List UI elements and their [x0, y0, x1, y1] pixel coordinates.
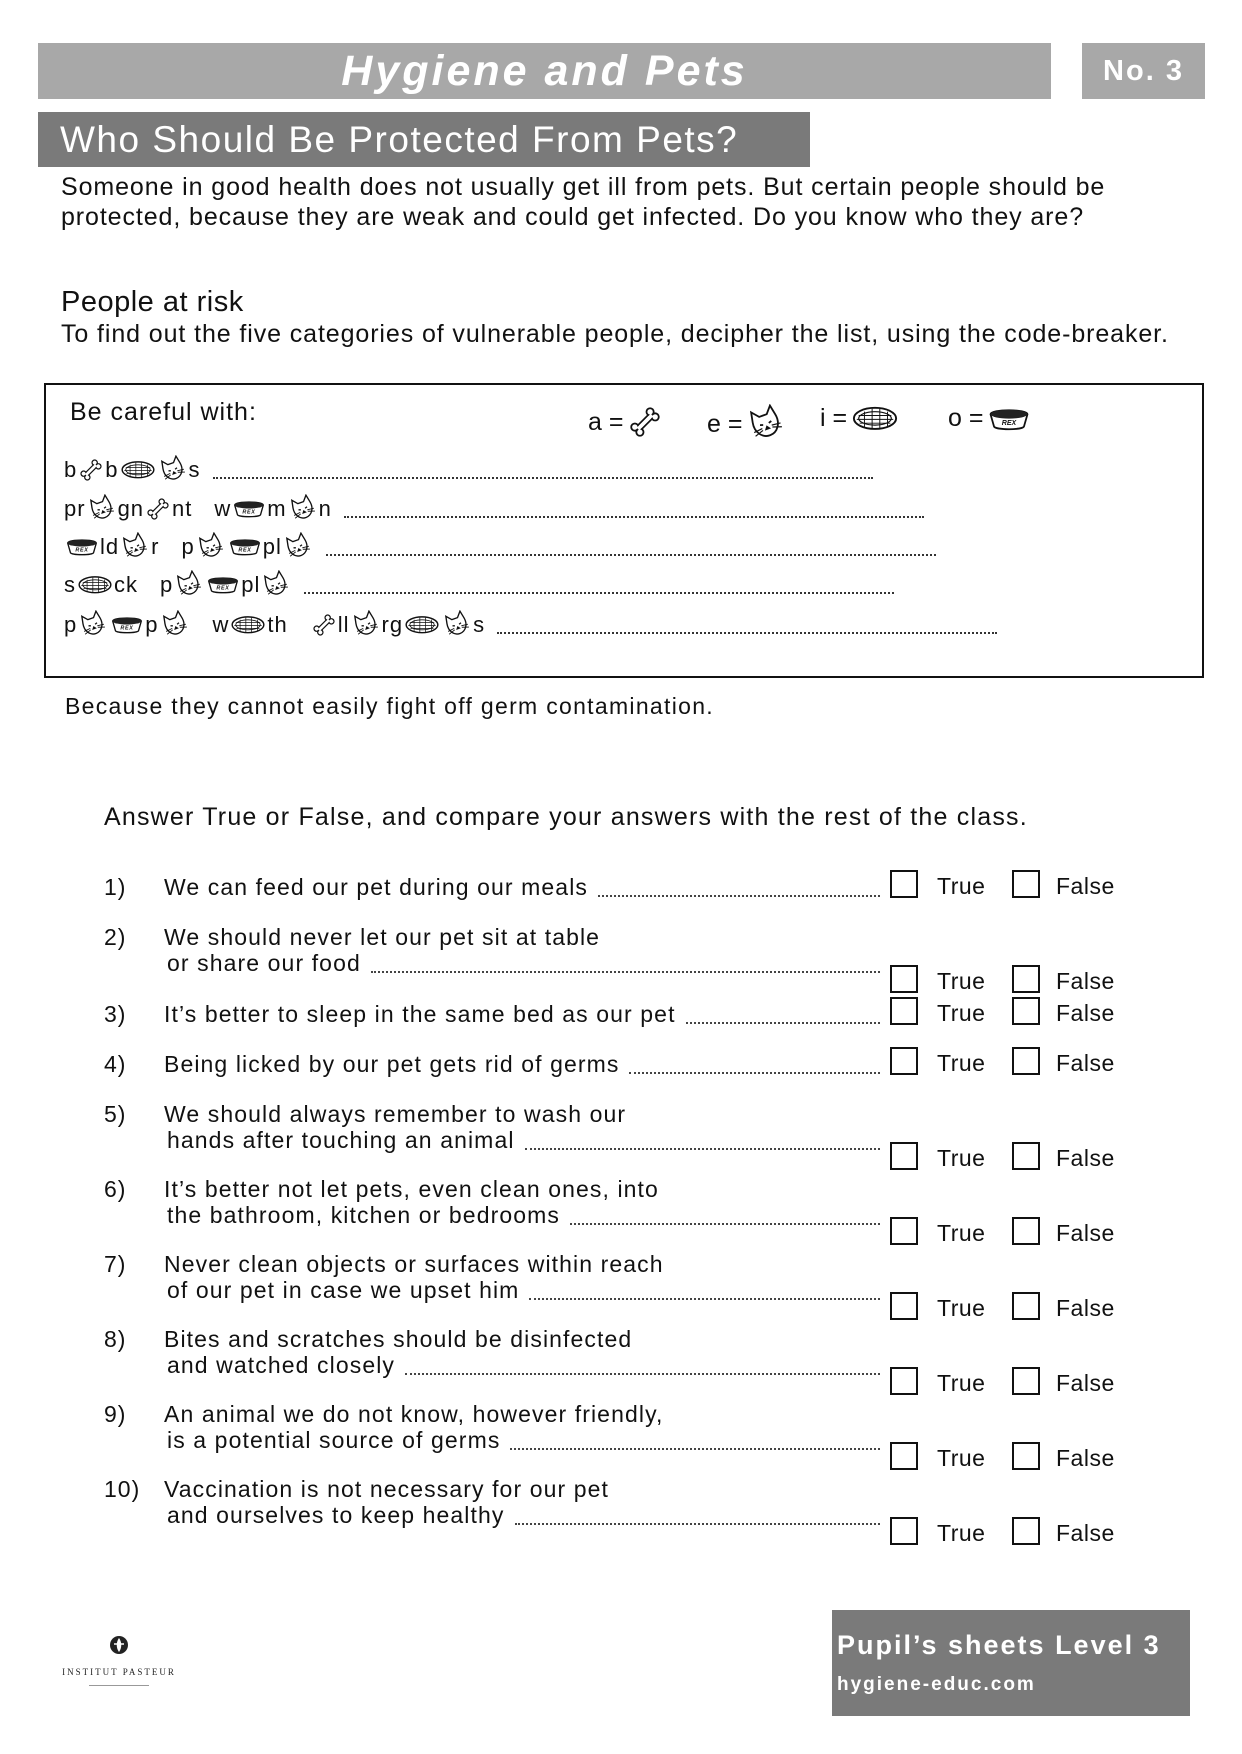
- answer-dotted-line: [326, 553, 936, 556]
- question-text: We can feed our pet during our meals: [164, 874, 589, 900]
- cat-face-icon: [78, 610, 108, 640]
- key-a-letter: a =: [588, 407, 624, 436]
- false-checkbox[interactable]: [1012, 1217, 1040, 1245]
- question-number: 1): [104, 874, 127, 900]
- intro-paragraph: Someone in good health does not usually get ill from pets. But certain people should be protected, because they are weak and could get infected. Do you know who they are?: [61, 173, 1106, 231]
- question-text-continued: of our pet in case we upset him: [167, 1277, 520, 1303]
- false-label: False: [1056, 1050, 1115, 1076]
- sheet-number-badge: [1082, 43, 1205, 99]
- basket-icon: [77, 574, 113, 596]
- true-checkbox[interactable]: [890, 870, 918, 898]
- question-dotted-line: [570, 1222, 880, 1225]
- dog-bowl-icon: [65, 536, 99, 557]
- false-checkbox[interactable]: [1012, 997, 1040, 1025]
- question-text: We should never let our pet sit at table: [164, 924, 601, 950]
- logo-divider: [89, 1685, 149, 1686]
- cat-face-icon: [160, 610, 190, 640]
- sheet-number: No. 3: [1103, 54, 1184, 87]
- page-title: Hygiene and Pets: [341, 46, 748, 95]
- true-label: True: [937, 1145, 986, 1171]
- coded-row: [64, 532, 936, 562]
- bone-icon: [311, 612, 337, 638]
- code-instructions: To find out the five categories of vulnerable people, decipher the list, using the code-breaker.: [61, 320, 1169, 348]
- key-i: [820, 404, 899, 433]
- cat-face-icon: [174, 570, 204, 600]
- true-checkbox[interactable]: [890, 1517, 918, 1545]
- cat-face-icon: [87, 494, 117, 524]
- true-checkbox[interactable]: [890, 1142, 918, 1170]
- true-label: True: [937, 1520, 986, 1546]
- false-label: False: [1056, 1295, 1115, 1321]
- cat-face-icon: [261, 570, 291, 600]
- coded-letters: nt: [172, 496, 193, 521]
- basket-icon: [404, 614, 440, 636]
- question-number: 6): [104, 1176, 127, 1202]
- false-label: False: [1056, 1220, 1115, 1246]
- footer-level-box: [832, 1610, 1190, 1716]
- question-text: It’s better not let pets, even clean ones, into: [164, 1176, 659, 1202]
- cat-face-icon: [158, 455, 188, 485]
- coded-letters: s: [64, 572, 76, 597]
- coded-letters: s: [473, 612, 486, 637]
- coded-letters: ck: [114, 572, 138, 597]
- dog-bowl-icon: [110, 614, 144, 635]
- dog-bowl-icon: [987, 405, 1031, 432]
- true-label: True: [937, 1000, 986, 1026]
- section-title-banner: [38, 112, 810, 167]
- coded-letters: w: [214, 496, 232, 521]
- bone-icon: [627, 404, 663, 440]
- dog-bowl-icon: [228, 536, 262, 557]
- false-checkbox[interactable]: [1012, 1047, 1040, 1075]
- svg-text:REX: REX: [120, 625, 134, 632]
- question-dotted-line: [529, 1297, 880, 1300]
- quiz-question: [0, 1095, 1242, 1171]
- coded-letters: p: [64, 612, 78, 637]
- question-dotted-line: [686, 1021, 880, 1024]
- cat-face-icon: [120, 532, 150, 562]
- coded-row: [64, 494, 924, 524]
- question-number: 9): [104, 1401, 127, 1427]
- key-i-letter: i =: [820, 404, 848, 432]
- false-label: False: [1056, 1370, 1115, 1396]
- true-checkbox[interactable]: [890, 1367, 918, 1395]
- coded-letters: w: [212, 612, 230, 637]
- website-label: hygiene-educ.com: [837, 1674, 1036, 1695]
- dog-bowl-icon: [232, 498, 266, 519]
- svg-text:REX: REX: [75, 547, 89, 554]
- section-title: Who Should Be Protected From Pets?: [60, 118, 739, 160]
- coded-letters: ld: [100, 534, 120, 559]
- false-label: False: [1056, 1520, 1115, 1546]
- false-checkbox[interactable]: [1012, 965, 1040, 993]
- question-number: 8): [104, 1326, 127, 1352]
- coded-letters: b: [64, 457, 78, 482]
- coded-letters: s: [188, 457, 201, 482]
- cat-face-icon: [196, 532, 226, 562]
- true-checkbox[interactable]: [890, 1292, 918, 1320]
- key-o: [948, 404, 1031, 433]
- question-text: We should always remember to wash our: [164, 1101, 627, 1127]
- coded-letters: pr: [64, 496, 86, 521]
- true-checkbox[interactable]: [890, 1047, 918, 1075]
- false-checkbox[interactable]: [1012, 1442, 1040, 1470]
- question-number: 4): [104, 1051, 127, 1077]
- question-text-continued: hands after touching an animal: [167, 1127, 515, 1153]
- cat-face-icon: [351, 610, 381, 640]
- sheet-level-label: Pupil’s sheets Level 3: [837, 1630, 1161, 1660]
- question-number: 10): [104, 1476, 141, 1502]
- question-text-continued: the bathroom, kitchen or bedrooms: [167, 1202, 560, 1228]
- false-label: False: [1056, 1445, 1115, 1471]
- cat-face-icon: [283, 532, 313, 562]
- coded-letters: b: [105, 457, 119, 482]
- be-careful-label: Be careful with:: [70, 398, 257, 426]
- question-text-continued: or share our food: [167, 950, 361, 976]
- coded-letters: rg: [381, 612, 404, 637]
- false-checkbox[interactable]: [1012, 1517, 1040, 1545]
- key-e-letter: e =: [707, 409, 743, 438]
- true-label: True: [937, 1050, 986, 1076]
- true-label: True: [937, 968, 986, 994]
- coded-letters: p: [145, 612, 159, 637]
- answer-dotted-line: [344, 515, 924, 518]
- people-at-risk-heading: People at risk: [61, 286, 244, 318]
- false-label: False: [1056, 873, 1115, 899]
- logo-text: INSTITUT PASTEUR: [62, 1667, 176, 1677]
- question-number: 3): [104, 1001, 127, 1027]
- because-note: Because they cannot easily fight off germ contamination.: [65, 693, 714, 719]
- question-number: 7): [104, 1251, 127, 1277]
- coded-letters: n: [318, 496, 332, 521]
- false-checkbox[interactable]: [1012, 1292, 1040, 1320]
- question-number: 5): [104, 1101, 127, 1127]
- false-label: False: [1056, 1145, 1115, 1171]
- quiz-question: [0, 1245, 1242, 1321]
- quiz-question: [0, 1170, 1242, 1246]
- question-dotted-line: [515, 1522, 880, 1525]
- svg-text:REX: REX: [1002, 419, 1017, 427]
- true-label: True: [937, 873, 986, 899]
- question-text: Bites and scratches should be disinfected: [164, 1326, 633, 1352]
- true-label: True: [937, 1220, 986, 1246]
- coded-letters: pl: [262, 534, 282, 559]
- svg-text:REX: REX: [216, 585, 230, 592]
- question-dotted-line: [598, 894, 880, 897]
- question-text: Being licked by our pet gets rid of germs: [164, 1051, 620, 1077]
- false-label: False: [1056, 968, 1115, 994]
- basket-icon: [230, 614, 266, 636]
- false-checkbox[interactable]: [1012, 870, 1040, 898]
- quiz-question: [0, 1320, 1242, 1396]
- coded-letters: ll: [337, 612, 350, 637]
- true-checkbox[interactable]: [890, 965, 918, 993]
- institut-pasteur-logo: [54, 1634, 184, 1686]
- coded-letters: r: [151, 534, 160, 559]
- true-checkbox[interactable]: [890, 1217, 918, 1245]
- question-dotted-line: [629, 1071, 880, 1074]
- quiz-question: [0, 918, 1242, 994]
- coded-letters: pl: [241, 572, 261, 597]
- answer-dotted-line: [304, 591, 894, 594]
- basket-icon: [120, 459, 156, 481]
- question-text: Vaccination is not necessary for our pet: [164, 1476, 610, 1502]
- svg-text:REX: REX: [238, 547, 252, 554]
- true-checkbox[interactable]: [890, 997, 918, 1025]
- answer-dotted-line: [213, 476, 873, 479]
- quiz-question: [0, 1395, 1242, 1471]
- question-text: An animal we do not know, however friendly,: [164, 1401, 664, 1427]
- svg-text:REX: REX: [242, 509, 256, 516]
- key-e: [707, 404, 786, 444]
- cat-face-icon: [442, 610, 472, 640]
- key-a: [588, 404, 663, 440]
- quiz-question: [0, 1470, 1242, 1546]
- basket-icon: [851, 404, 899, 433]
- false-checkbox[interactable]: [1012, 1142, 1040, 1170]
- coded-row: [64, 455, 873, 485]
- question-text-continued: is a potential source of germs: [167, 1427, 501, 1453]
- true-label: True: [937, 1295, 986, 1321]
- quiz-prompt: Answer True or False, and compare your answers with the rest of the class.: [104, 803, 1028, 831]
- pasteur-emblem-icon: [108, 1634, 130, 1656]
- question-text: It’s better to sleep in the same bed as our pet: [164, 1001, 676, 1027]
- coded-letters: gn: [117, 496, 145, 521]
- question-text: Never clean objects or surfaces within reach: [164, 1251, 664, 1277]
- answer-dotted-line: [497, 631, 997, 634]
- question-text-continued: and watched closely: [167, 1352, 396, 1378]
- key-o-letter: o =: [948, 404, 984, 432]
- cat-face-icon: [288, 494, 318, 524]
- bone-icon: [145, 496, 171, 522]
- coded-letters: m: [267, 496, 287, 521]
- title-banner: [38, 43, 1051, 99]
- coded-letters: p: [160, 572, 174, 597]
- coded-row: [64, 610, 997, 640]
- bone-icon: [78, 457, 104, 483]
- question-dotted-line: [371, 970, 880, 973]
- question-dotted-line: [525, 1147, 880, 1150]
- question-dotted-line: [510, 1447, 880, 1450]
- question-text-continued: and ourselves to keep healthy: [167, 1502, 505, 1528]
- false-checkbox[interactable]: [1012, 1367, 1040, 1395]
- question-dotted-line: [405, 1372, 880, 1375]
- coded-row: [64, 570, 894, 600]
- false-label: False: [1056, 1000, 1115, 1026]
- true-label: True: [937, 1445, 986, 1471]
- coded-letters: p: [181, 534, 195, 559]
- dog-bowl-icon: [206, 574, 240, 595]
- cat-face-icon: [746, 404, 786, 444]
- coded-letters: th: [267, 612, 288, 637]
- true-checkbox[interactable]: [890, 1442, 918, 1470]
- true-label: True: [937, 1370, 986, 1396]
- question-number: 2): [104, 924, 127, 950]
